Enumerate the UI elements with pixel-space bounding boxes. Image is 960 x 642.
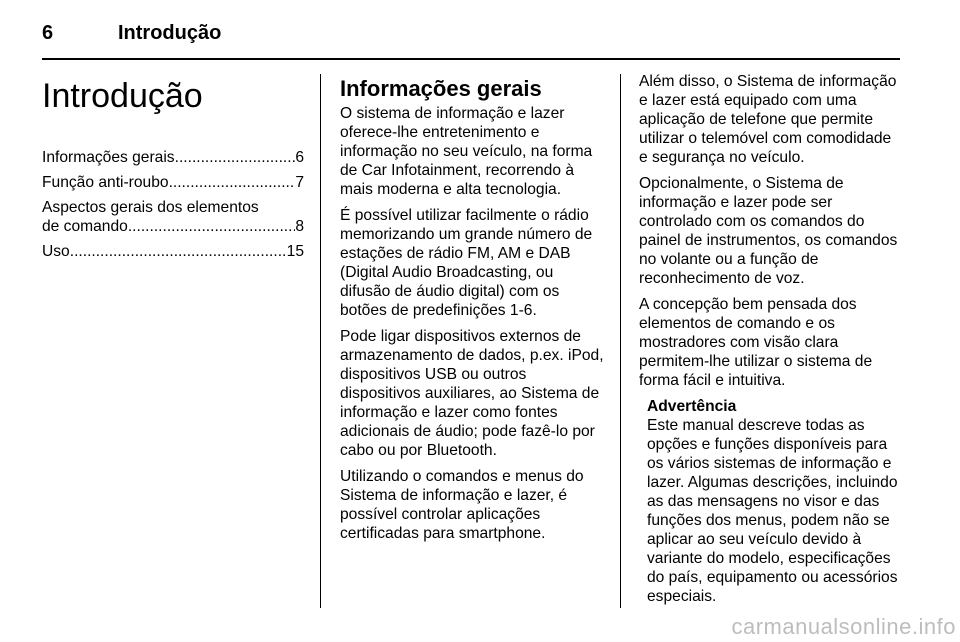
- page-number: 6: [42, 22, 54, 44]
- toc-leader-dots: [128, 217, 295, 236]
- toc-entry-label: Uso: [42, 243, 70, 260]
- toc-entry-label: Função anti-roubo: [42, 174, 169, 191]
- toc-entry[interactable]: [42, 173, 304, 192]
- toc-leader-dots: [70, 242, 287, 261]
- right-column-body: [639, 72, 901, 390]
- toc-leader-dots: [175, 148, 296, 167]
- header-rule: [42, 58, 900, 60]
- body-paragraph: O sistema de informação e lazer oferece-lhe entretenimento e informação no seu veículo, na forma de Car Infotainment, recorrendo à mais moderna e alta tecnologia.: [340, 105, 593, 198]
- column-divider-right: [620, 74, 621, 608]
- toc-entry[interactable]: [42, 198, 304, 236]
- toc-entry[interactable]: [42, 242, 304, 261]
- toc-entry-label: Informações gerais: [42, 149, 175, 166]
- section-title: Informações gerais: [340, 76, 542, 101]
- toc-entry[interactable]: [42, 148, 304, 167]
- note-title: Advertência: [647, 398, 737, 415]
- toc-entry-label: Aspectos gerais dos elementos: [42, 199, 259, 216]
- header-section-title: Introdução: [118, 22, 222, 44]
- body-paragraph: Pode ligar dispositivos externos de armazenamento de dados, p.ex. iPod, dispositivos USB ou outros dispositivos auxiliares, ao Sistema de informação e lazer como fontes adicionais de áudio; pode fazê-lo por cabo ou por Bluetooth.: [340, 328, 604, 459]
- text-column-middle: [340, 72, 605, 550]
- body-paragraph: É possível utilizar facilmente o rádio memorizando um grande número de estações de rádio FM, AM e DAB (Digital Audio Broadcasting, ou difusão de áudio digital) com os botões de predefinições 1-6.: [340, 207, 593, 319]
- toc-page-number: 8: [295, 218, 304, 235]
- text-column-right: [639, 72, 901, 606]
- toc-page-number: 7: [295, 174, 304, 191]
- toc-entry-label: de comando: [42, 218, 128, 235]
- column-divider-left: [320, 74, 321, 608]
- toc-page-number: 15: [286, 243, 304, 260]
- body-paragraph: Além disso, o Sistema de informação e lazer está equipado com uma aplicação de telefone que permite utilizar o telemóvel com comodidade e segurança no veículo.: [639, 73, 897, 166]
- toc-column: [42, 72, 304, 267]
- body-paragraph: Opcionalmente, o Sistema de informação e lazer pode ser controlado com os comandos do painel de instrumentos, os comandos no volante ou a função de reconhecimento de voz.: [639, 175, 898, 287]
- body-paragraph: A concepção bem pensada dos elementos de comando e os mostradores com visão clara permitem-lhe utilizar o sistema de forma fácil e intuitiva.: [639, 296, 873, 389]
- note-box: [647, 397, 901, 606]
- middle-column-body: [340, 104, 605, 543]
- watermark: carmanualsonline.info: [731, 614, 956, 639]
- body-paragraph: Utilizando o comandos e menus do Sistema de informação e lazer, é possível controlar aplicações certificadas para smartphone.: [340, 468, 584, 542]
- toc-page-number: 6: [295, 149, 304, 166]
- toc-leader-dots: [169, 173, 296, 192]
- note-text: Este manual descreve todas as opções e funções disponíveis para os vários sistemas de informação e lazer. Algumas descrições, incluindo as das mensagens no visor e das funções dos menus, podem não se aplicar ao seu veículo devido à variante do modelo, especificações do país, equipamento ou acessórios especiais.: [647, 417, 898, 605]
- chapter-title: Introdução: [42, 77, 203, 115]
- toc-list: [42, 148, 304, 261]
